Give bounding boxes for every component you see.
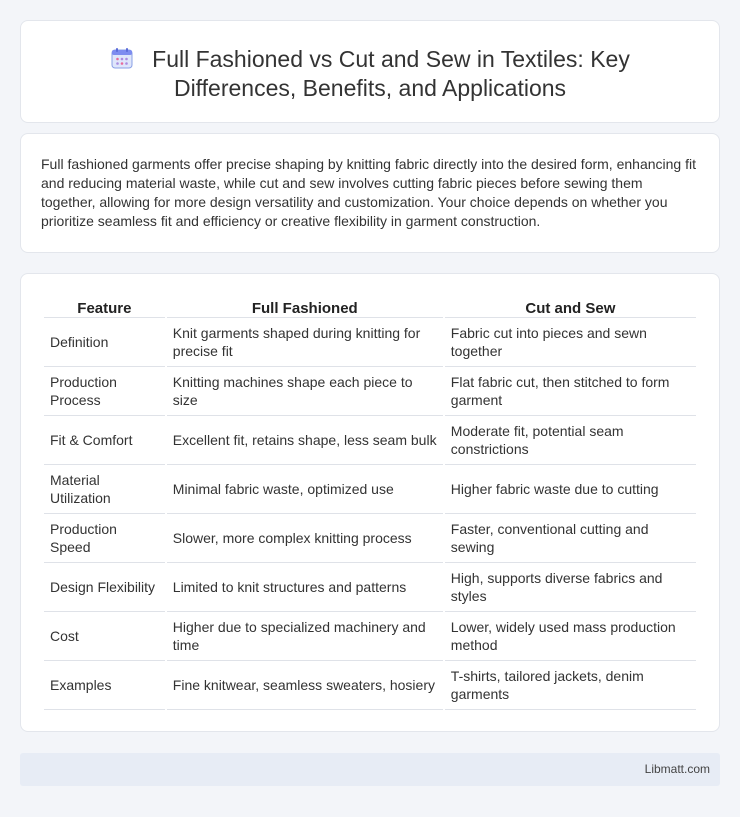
full-fashioned-cell: Higher due to specialized machinery and time (167, 612, 443, 661)
table-row (44, 563, 696, 612)
feature-cell: Fit & Comfort (44, 416, 165, 465)
cut-and-sew-cell: Moderate fit, potential seam constrictions (445, 416, 696, 465)
intro-paragraph: Full fashioned garments offer precise shaping by knitting fabric directly into the desired form, enhancing fit and reducing material waste, while cut and sew involves cutting fabric pieces before sewing them together, allowing for more design versatility and customization. Your choice depends on whether you prioritize seamless fit and efficiency or creative flexibility in garment construction. (41, 156, 696, 229)
feature-cell: Examples (44, 661, 165, 710)
cut-and-sew-cell: Fabric cut into pieces and sewn together (445, 318, 696, 367)
full-fashioned-cell: Fine knitwear, seamless sweaters, hosiery (167, 661, 443, 710)
feature-cell: Design Flexibility (44, 563, 165, 612)
table-row (44, 465, 696, 514)
header-cut-and-sew: Cut and Sew (445, 296, 696, 318)
page-title (21, 45, 719, 103)
feature-cell: Production Process (44, 367, 165, 416)
header-feature: Feature (44, 296, 165, 318)
feature-cell: Cost (44, 612, 165, 661)
footer-site-link[interactable]: Libmatt.com (644, 762, 710, 776)
feature-cell: Production Speed (44, 514, 165, 563)
footer-bar (20, 753, 720, 786)
cut-and-sew-cell: Higher fabric waste due to cutting (445, 465, 696, 514)
cut-and-sew-cell: T-shirts, tailored jackets, denim garments (445, 661, 696, 710)
feature-cell: Material Utilization (44, 465, 165, 514)
table-header-row (44, 296, 696, 318)
comparison-card (20, 273, 720, 732)
feature-cell: Definition (44, 318, 165, 367)
cut-and-sew-cell: Lower, widely used mass production method (445, 612, 696, 661)
table-row (44, 514, 696, 563)
title-line-1: Full Fashioned vs Cut and Sew in Textiles: Key (152, 46, 630, 72)
full-fashioned-cell: Limited to knit structures and patterns (167, 563, 443, 612)
cut-and-sew-cell: High, supports diverse fabrics and styles (445, 563, 696, 612)
intro-card (20, 133, 720, 253)
title-card (20, 20, 720, 123)
full-fashioned-cell: Excellent fit, retains shape, less seam bulk (167, 416, 443, 465)
full-fashioned-cell: Knitting machines shape each piece to size (167, 367, 443, 416)
header-full-fashioned: Full Fashioned (167, 296, 443, 318)
title-line-2: Differences, Benefits, and Applications (173, 75, 567, 101)
table-row (44, 661, 696, 710)
table-row (44, 367, 696, 416)
full-fashioned-cell: Minimal fabric waste, optimized use (167, 465, 443, 514)
calendar-icon (110, 46, 134, 70)
full-fashioned-cell: Slower, more complex knitting process (167, 514, 443, 563)
table-row (44, 318, 696, 367)
full-fashioned-cell: Knit garments shaped during knitting for precise fit (167, 318, 443, 367)
cut-and-sew-cell: Flat fabric cut, then stitched to form garment (445, 367, 696, 416)
cut-and-sew-cell: Faster, conventional cutting and sewing (445, 514, 696, 563)
comparison-table (42, 296, 698, 710)
table-row (44, 612, 696, 661)
table-row (44, 416, 696, 465)
